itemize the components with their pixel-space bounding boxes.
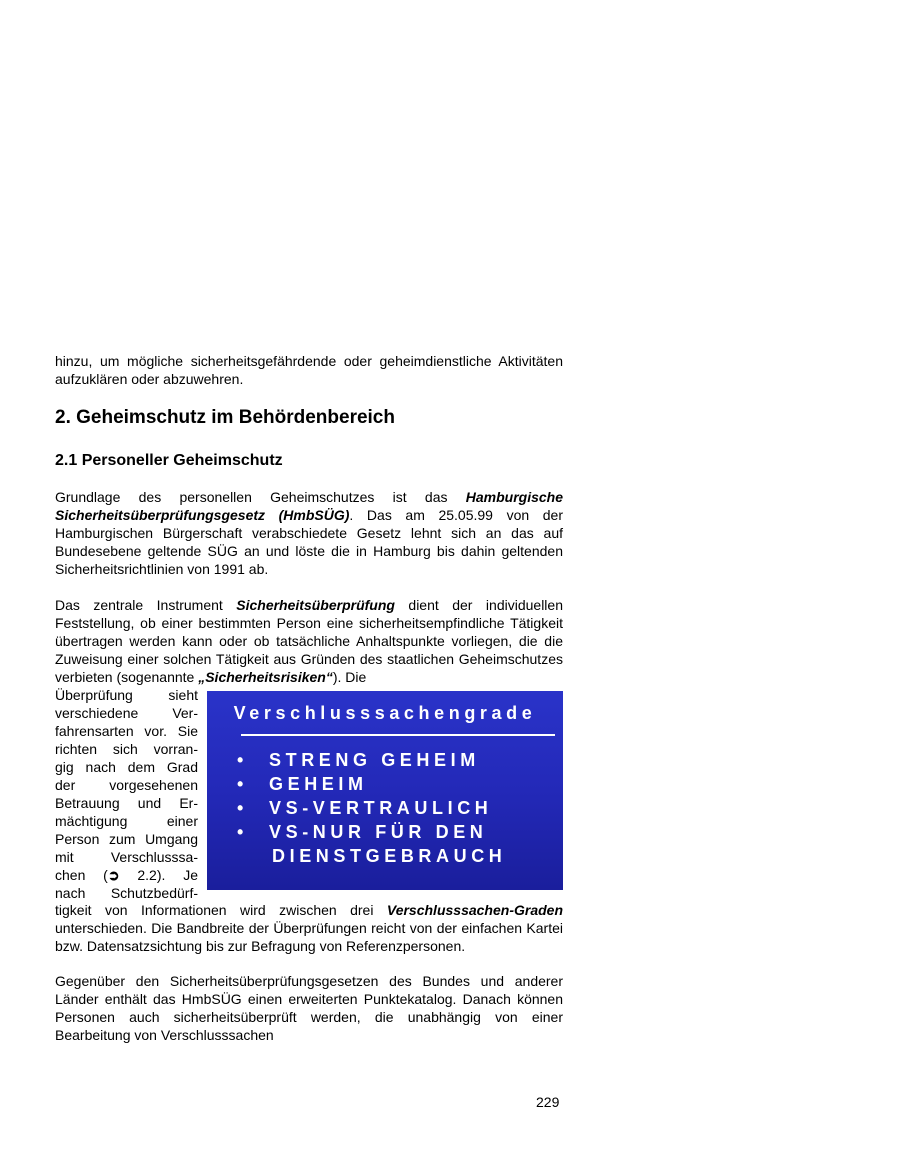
bullet-icon: • — [237, 798, 244, 818]
text-line: der vorgesehenen — [55, 777, 198, 793]
paragraph-gegenueber: Gegenüber den Sicherheitsüberprüfungsgesetzen des Bundes und anderer Länder enthält das HmbSÜG einen erweiterten Punktekatalog. Danach können Personen auch sicherheitsüberprüft werden, die unabhängig von einer Bearbeitung von Verschlusssachen — [55, 973, 563, 1043]
list-item-label: VS-VERTRAULICH — [269, 798, 493, 818]
box-divider — [241, 734, 555, 736]
term-emphasis: Sicherheitsüberprüfung — [236, 597, 395, 613]
bullet-icon: • — [237, 774, 244, 794]
paragraph-grundlage — [55, 488, 563, 578]
text-line: Person zum Umgang — [55, 831, 198, 847]
text-line: verschiedene Ver- — [55, 705, 198, 721]
paragraph-continuation — [55, 901, 563, 955]
text-line: Betrauung und Er- — [55, 795, 198, 811]
text-line: fahrensarten vor. Sie — [55, 723, 198, 739]
section-heading-2: 2. Geheimschutz im Behördenbereich — [55, 407, 395, 428]
bullet-icon: • — [237, 750, 244, 770]
wrapped-text-column — [55, 686, 198, 902]
subsection-heading-2-1: 2.1 Personeller Geheimschutz — [55, 452, 283, 469]
text-segment: chen ( — [55, 867, 108, 883]
text-segment: dient der individuellen Feststellung, ob einer bestimmten Person eine sicherheitsempfindliche Tätigkeit übertragen werden kann oder ob tatsächliche Anhaltspunkte vorliegen, die die Zuweisung einer solchen Tätigkeit aus Gründen des staatlichen Geheimschutzes verbieten (sogenannte — [55, 597, 563, 685]
paragraph-instrument — [55, 596, 563, 686]
text-line: nach Schutzbedürf- — [55, 885, 198, 901]
box-title: Verschlusssachengrade — [233, 703, 537, 723]
law-name-emphasis: Hamburgische Sicherheitsüberprüfungsgesetz (HmbSÜG) — [55, 489, 563, 523]
text-line: mächtigung einer — [55, 813, 198, 829]
text-line: Überprüfung sieht — [55, 687, 198, 703]
arrow-reference-icon: ➲ — [107, 867, 120, 883]
list-item-continuation: DIENSTGEBRAUCH — [272, 846, 507, 866]
text-segment: Das zentrale Instrument — [55, 597, 237, 613]
list-item — [237, 820, 506, 844]
text-segment: tigkeit von Informationen wird zwischen drei — [55, 902, 387, 918]
text-segment: ). Die — [332, 669, 367, 685]
text-segment: 2.2). Je — [119, 867, 198, 883]
text-line-with-reference — [55, 866, 198, 884]
list-item — [237, 796, 506, 820]
bullet-icon: • — [237, 822, 244, 842]
page-number: 229 — [536, 1094, 560, 1110]
text-segment: Grundlage des personellen Geheimschutzes ist das — [55, 489, 466, 505]
text-line: mit Verschlusssa- — [55, 849, 198, 865]
risks-emphasis: „Sicherheitsrisiken“ — [198, 669, 333, 685]
list-item-label: GEHEIM — [269, 774, 368, 794]
classification-list — [237, 748, 506, 868]
text-segment: unterschieden. Die Bandbreite der Überprüfungen reicht von der einfachen Kartei bzw. Datensatzsichtung bis zur Befragung von Referenzpersonen. — [55, 920, 563, 954]
text-line: gig nach dem Grad — [55, 759, 198, 775]
paragraph-intro: hinzu, um mögliche sicherheitsgefährdende oder geheimdienstliche Aktivitäten aufzuklären oder abzuwehren. — [55, 353, 563, 387]
text-line: richten sich vorran- — [55, 741, 198, 757]
term-emphasis: Verschlusssachen-Graden — [386, 902, 563, 918]
list-item-label: STRENG GEHEIM — [269, 750, 480, 770]
list-item — [237, 772, 506, 796]
classification-levels-box — [207, 691, 563, 890]
list-item-label: VS-NUR FÜR DEN — [269, 822, 488, 842]
text-segment: . Das am 25.05.99 von der Hamburgischen Bürgerschaft verabschiedete Gesetz lehnt sich an das auf Bundesebene geltende SÜG an und löste die in Hamburg bis dahin geltenden Sicherheitsrichtlinien von 1991 ab. — [55, 507, 563, 577]
list-item — [237, 748, 506, 772]
